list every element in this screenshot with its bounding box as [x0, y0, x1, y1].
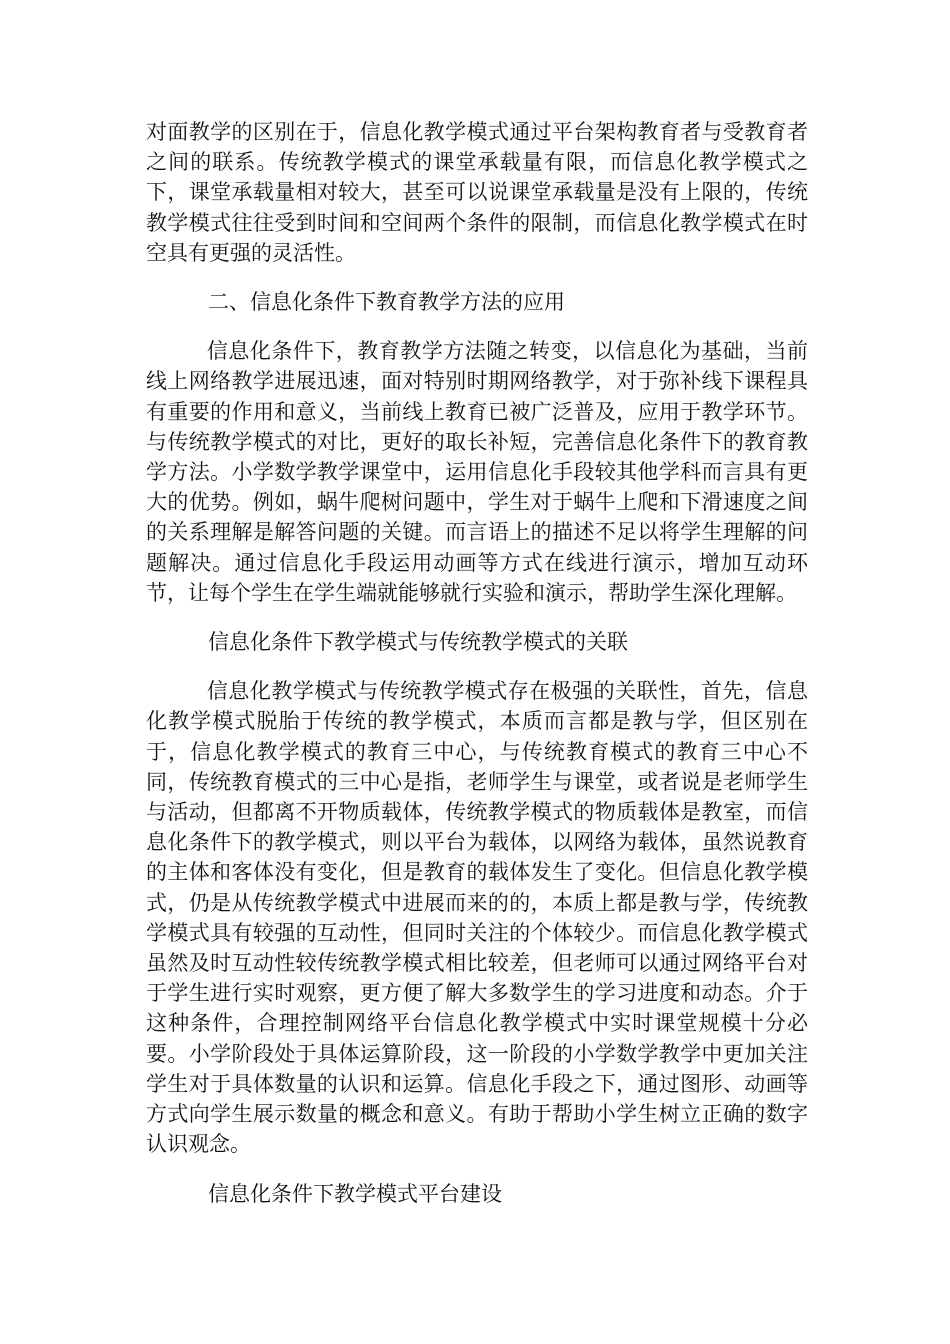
section-heading-relation: 信息化条件下教学模式与传统教学模式的关联: [208, 630, 628, 655]
body-paragraph-methods: 信息化条件下，教育教学方法随之转变，以信息化为基础，当前线上网络教学进展迅速，面对特别时期网络教学，对于弥补线下课程具有重要的作用和意义，当前线上教育已被广泛普及，应用于教学环节。与传统教学模式的对比，更好的取长补短，完善信息化条件下的教育教学方法。小学数学教学课堂中，运用信息化手段较其他学科而言具有更大的优势。例如，蜗牛爬树问题中，学生对于蜗牛上爬和下滑速度之间的关系理解是解答问题的关键。而言语上的描述不足以将学生理解的问题解决。通过信息化手段运用动画等方式在线进行演示，增加互动环节，让每个学生在学生端就能够就行实验和演示，帮助学生深化理解。: [146, 339, 808, 605]
body-paragraph-intro: 对面教学的区别在于，信息化教学模式通过平台架构教育者与受教育者之间的联系。传统教学模式的课堂承载量有限，而信息化教学模式之下，课堂承载量相对较大，甚至可以说课堂承载量是没有上限的，传统教学模式往往受到时间和空间两个条件的限制，而信息化教学模式在时空具有更强的灵活性。: [146, 120, 808, 265]
document-page: [146, 117, 808, 1209]
section-heading-methods: 二、信息化条件下教育教学方法的应用: [208, 290, 565, 315]
section-heading-platform: 信息化条件下教学模式平台建设: [208, 1181, 502, 1206]
body-paragraph-relation: 信息化教学模式与传统教学模式存在极强的关联性，首先，信息化教学模式脱胎于传统的教学模式，本质而言都是教与学，但区别在于，信息化教学模式的教育三中心，与传统教育模式的教育三中心不同，传统教育模式的三中心是指，老师学生与课堂，或者说是老师学生与活动，但都离不开物质载体，传统教学模式的物质载体是教室，而信息化条件下的教学模式，则以平台为载体，以网络为载体，虽然说教育的主体和客体没有变化，但是教育的载体发生了变化。但信息化教学模式，仍是从传统教学模式中进展而来的的，本质上都是教与学，传统教学模式具有较强的互动性，但同时关注的个体较少。而信息化教学模式虽然及时互动性较传统教学模式相比较差，但老师可以通过网络平台对于学生进行实时观察，更方便了解大多数学生的学习进度和动态。介于这种条件，合理控制网络平台信息化教学模式中实时课堂规模十分必要。小学阶段处于具体运算阶段，这一阶段的小学数学教学中更加关注学生对于具体数量的认识和运算。信息化手段之下，通过图形、动画等方式向学生展示数量的概念和意义。有助于帮助小学生树立正确的数字认识观念。: [146, 679, 808, 1157]
